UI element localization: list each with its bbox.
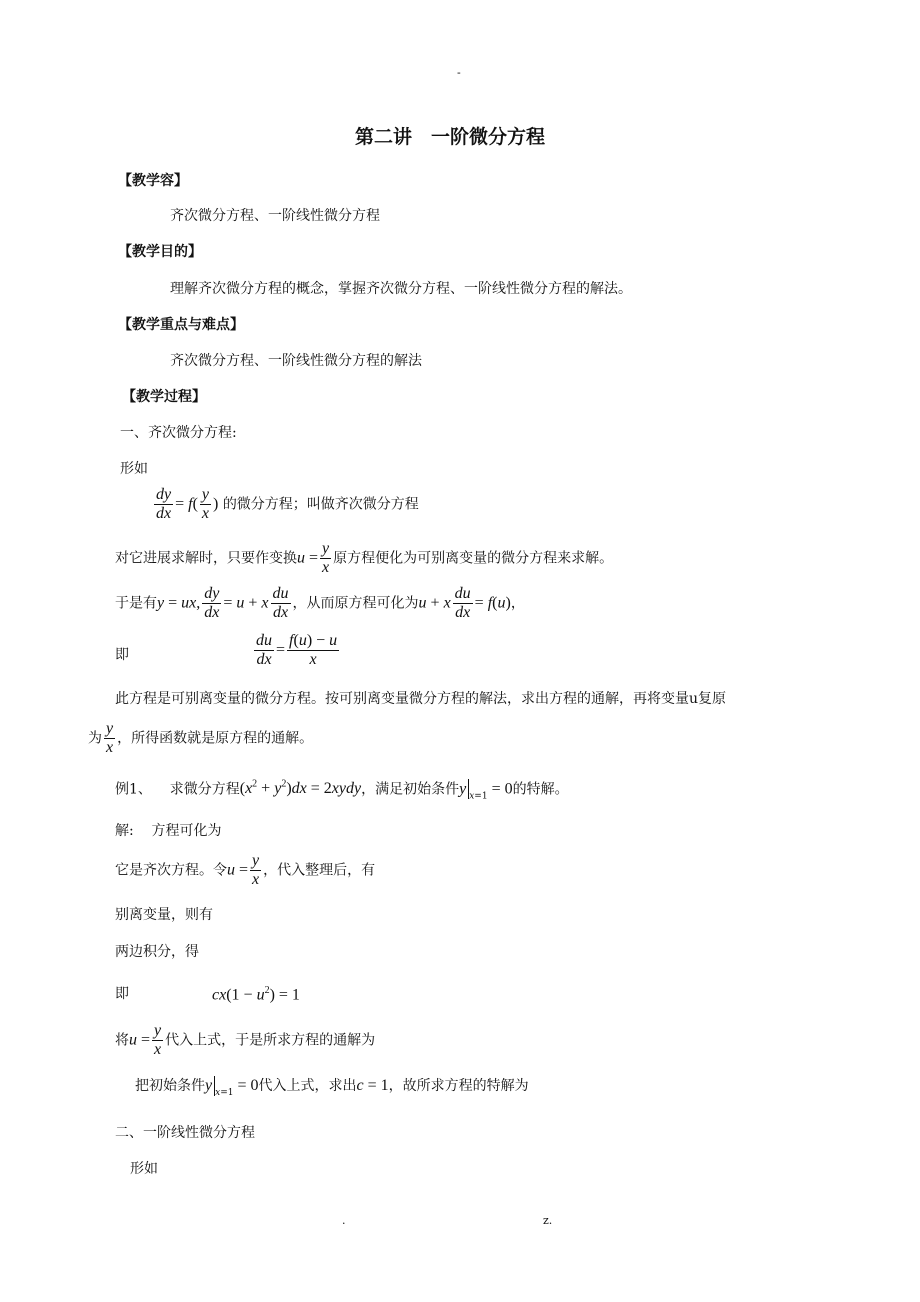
example-1: 例1、 求微分方程$(x^2 + y^2)dx$ = 2xydy，满足初始条件y $_{x=1}$ = 0的特解。: [115, 779, 569, 802]
page-title: 第二讲 一阶微分方程: [355, 126, 546, 148]
footer-right: z.: [543, 1214, 553, 1227]
solution-text: 方程可化为: [151, 823, 222, 839]
example-label: 例1、: [115, 781, 152, 798]
part2-heading: 二、一阶线性微分方程: [115, 1125, 255, 1141]
substitution-pre: 对它进展求解时，只要作变换: [115, 550, 297, 567]
separable-post: ，所得函数就是原方程的通解。: [117, 730, 314, 747]
integrated-equation: $cx(1 - u^2) = 1$: [212, 985, 300, 1004]
separable-line-1: 此方程是可别离变量的微分方程。按可别离变量微分方程的解法，求出方程的通解，再将变量u复原: [115, 691, 727, 707]
back-substitution-line: 将u = $\frac{y}{x}$ 代入上式，于是所求方程的通解为: [115, 1022, 376, 1058]
separated-equation: $\frac{du}{dx}$ = $\frac{f(u) - u}{x}$: [256, 632, 338, 668]
key-heading: 【教学重点与难点】: [118, 317, 244, 333]
separable-line-2: 为 $\frac{y}{x}$ ，所得函数就是原方程的通解。: [88, 720, 314, 756]
part2-form-label: 形如: [130, 1161, 158, 1177]
homogeneous-equation-text: 的微分方程；叫做齐次微分方程: [222, 496, 419, 513]
content-heading: 【教学容】: [118, 173, 188, 189]
solution-line: [115, 822, 222, 840]
derivative-pre: 于是有: [115, 595, 157, 612]
example-mid: ，满足初始条件: [361, 781, 460, 798]
ji-label: 即: [115, 647, 129, 663]
goal-heading: 【教学目的】: [118, 244, 202, 260]
substitution-post: 原方程便化为可别离变量的微分方程来求解。: [333, 550, 614, 567]
init-pre: 把初始条件: [135, 1078, 205, 1094]
initial-condition-line: 把初始条件y $_{x=1}$ = 0代入上式，求出c = 1，故所求方程的特解为: [135, 1077, 529, 1098]
homogeneous-substitution-line: 它是齐次方程。令u = $\frac{y}{x}$ ，代入整理后，有: [115, 852, 376, 888]
separable-pre: 为: [88, 730, 102, 747]
init-mid: 代入上式，求出: [258, 1078, 357, 1094]
example-pre: 求微分方程: [169, 781, 240, 798]
integrate-both-sides: 两边积分，得: [115, 944, 199, 960]
init-post: ，故所求方程的特解为: [388, 1078, 529, 1094]
substitution-line: 对它进展求解时，只要作变换u = $\frac{y}{x}$ 原方程便化为可别离变量的微分方程来求解。: [115, 540, 614, 576]
content-text: 齐次微分方程、一阶线性微分方程: [170, 208, 380, 224]
homog-pre: 它是齐次方程。令: [115, 862, 227, 879]
part1-heading: 一、齐次微分方程:: [120, 425, 237, 441]
derivative-end: ，: [510, 595, 525, 612]
derivative-mid: ，从而原方程可化为: [292, 595, 419, 612]
homogeneous-equation: $\frac{dy}{dx}$ = f( $\frac{y}{x}$ ) 的微分方程；叫做齐次微分方程: [156, 486, 419, 522]
separate-variables: 别离变量，则有: [115, 907, 213, 923]
derivative-line: 于是有y = ux, $\frac{dy}{dx}$ = u + x $\frac{du}{dx}$ ，从而原方程可化为u + x $\frac{du}{dx}$ = f(u)，: [115, 585, 525, 621]
ji2-label: 即: [115, 986, 129, 1002]
key-text: 齐次微分方程、一阶线性微分方程的解法: [170, 353, 422, 369]
homog-post: ，代入整理后，有: [263, 862, 376, 879]
form-label: 形如: [120, 461, 148, 477]
header-mark: -: [457, 66, 461, 79]
goal-text: 理解齐次微分方程的概念，掌握齐次微分方程、一阶线性微分方程的解法。: [170, 281, 632, 297]
solution-label: 解:: [115, 823, 134, 839]
back-pre: 将: [115, 1032, 129, 1049]
back-post: 代入上式，于是所求方程的通解为: [165, 1032, 376, 1049]
footer-left: .: [342, 1214, 346, 1227]
example-post: 的特解。: [512, 781, 569, 798]
process-heading: 【教学过程】: [122, 389, 206, 405]
